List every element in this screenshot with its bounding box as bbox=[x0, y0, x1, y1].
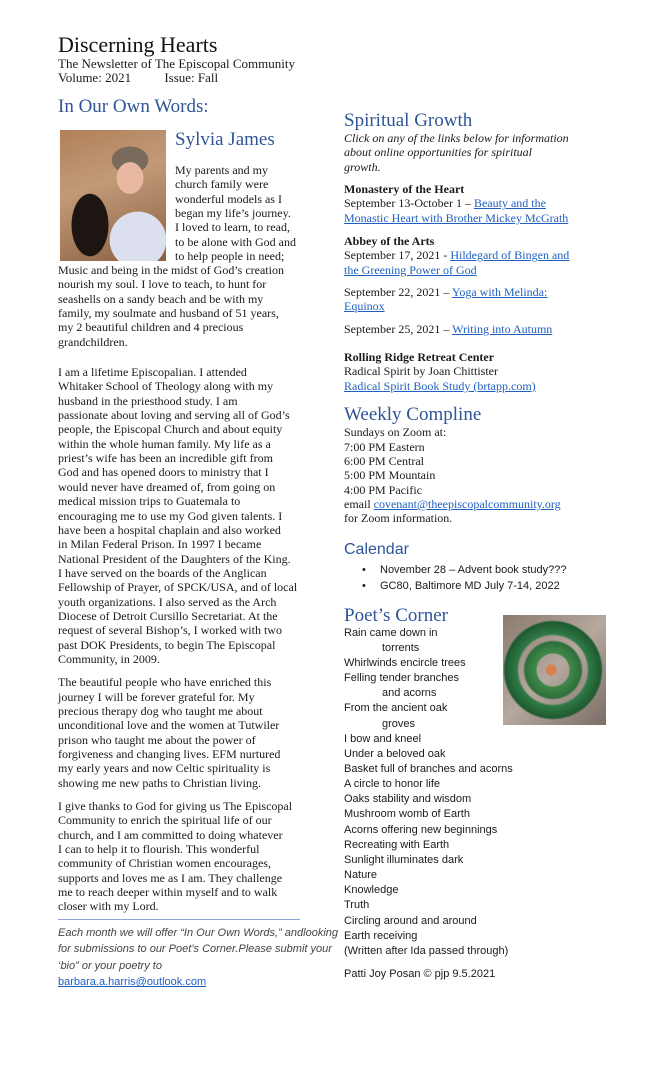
poem-line: Circling around and around bbox=[344, 914, 477, 927]
poem-line: Whirlwinds encircle trees bbox=[344, 656, 466, 669]
text-line: precious therapy dog who taught me about bbox=[58, 703, 263, 718]
section-title-spiritual-growth: Spiritual Growth bbox=[344, 110, 473, 131]
poem-line: Under a beloved oak bbox=[344, 747, 446, 760]
calendar-item: • GC80, Baltimore MD July 7-14, 2022 bbox=[344, 578, 634, 594]
poem-line: Truth bbox=[344, 899, 370, 912]
author-name: Sylvia James bbox=[175, 129, 275, 150]
org-name: Monastery of the Heart bbox=[344, 182, 465, 197]
divider bbox=[58, 919, 300, 920]
bio-paragraph-1a bbox=[175, 163, 338, 263]
text-line: within the whole human family. My life as a bbox=[58, 436, 271, 451]
text-line: 6:00 PM Central bbox=[344, 453, 424, 468]
section-title-poets-corner: Poet’s Corner bbox=[344, 604, 448, 626]
text-line: encouraging me to use my God given talents. I bbox=[58, 508, 283, 523]
text-line: family, my soulmate and husband of 51 years, bbox=[58, 306, 279, 321]
text-line: passionate about loving and serving all of God’s bbox=[58, 408, 290, 423]
author-intro-text bbox=[175, 130, 338, 263]
text-line: in Milan Federal Prison. In 1997 I became bbox=[58, 537, 262, 552]
text-line: Diocese of Detroit Cursillo Secretariat. At the bbox=[58, 608, 278, 623]
poem-line: Knowledge bbox=[344, 884, 399, 897]
text-line: have been a hospital chaplain and also worked bbox=[58, 522, 281, 537]
text-line: Sundays on Zoom at: bbox=[344, 425, 447, 440]
compline-times bbox=[344, 425, 634, 497]
bio-paragraph-1b bbox=[58, 263, 338, 349]
poem-line: I bow and kneel bbox=[344, 732, 422, 745]
poem-line: Acorns offering new beginnings bbox=[344, 823, 498, 836]
text-line: Please submit your ‘bio” or your poetry to bbox=[58, 943, 332, 972]
text-line: past DOK Presidents, to begin The Episcopal bbox=[58, 637, 276, 652]
section-title-calendar: Calendar bbox=[344, 540, 409, 558]
text-line: prison who taught me about the power of bbox=[58, 732, 256, 747]
compline-email-link[interactable]: covenant@theepiscopalcommunity.org bbox=[373, 496, 561, 511]
text-line: to help people in need; bbox=[175, 249, 285, 264]
event-link[interactable]: Radical Spirit Book Study (brtapp.com) bbox=[344, 378, 536, 393]
org-name: Abbey of the Arts bbox=[344, 234, 435, 249]
poem-line: Mushroom womb of Earth bbox=[344, 808, 470, 821]
text-line: God and has opened doors to ministry that I bbox=[58, 465, 269, 480]
text-line: 7:00 PM Eastern bbox=[344, 439, 425, 454]
abbey-block bbox=[344, 234, 634, 336]
event-date: September 13-October 1 – bbox=[344, 196, 474, 211]
footnote bbox=[58, 925, 338, 975]
text-line: church, and I am committed to doing whatever bbox=[58, 827, 283, 842]
bio-paragraph-2 bbox=[58, 365, 338, 666]
text-line: Whitaker School of Theology along with my bbox=[58, 379, 274, 394]
rolling-ridge-block bbox=[344, 350, 634, 393]
text-line: showing me new paths to Christian living. bbox=[58, 775, 261, 790]
issue: Issue: Fall bbox=[164, 70, 219, 85]
text-line: husband in the priesthood study. I am bbox=[58, 393, 238, 408]
text-line: community of Christian women encourages, bbox=[58, 856, 271, 871]
text-line: my 2 beautiful children and 4 precious bbox=[58, 320, 244, 335]
monastery-block bbox=[344, 182, 634, 225]
poem-line: Recreating with Earth bbox=[344, 838, 450, 851]
footnote-email-link[interactable]: barbara.a.harris@outlook.com bbox=[58, 976, 207, 989]
calendar-list bbox=[344, 562, 634, 594]
left-column bbox=[58, 33, 338, 991]
text-line: me to reach deeper within myself and to walk bbox=[58, 885, 278, 900]
text-line: I loved to learn, to read, bbox=[175, 220, 290, 235]
text-line: The beautiful people who have enriched this bbox=[58, 675, 272, 690]
text-line: closer with my Lord. bbox=[58, 899, 159, 914]
compline-email-line bbox=[344, 497, 634, 526]
bio-paragraph-3 bbox=[58, 675, 338, 790]
org-name: Rolling Ridge Retreat Center bbox=[344, 350, 495, 365]
text-line: I give thanks to God for giving us The Episcopal bbox=[58, 799, 293, 814]
text-line: Music and being in the midst of God’s creation bbox=[58, 263, 284, 277]
poem-line: Felling tender branches bbox=[344, 672, 459, 685]
poem-line: (Written after Ida passed through) bbox=[344, 944, 509, 957]
text-line: Click on any of the links below for information bbox=[344, 131, 569, 145]
text-line: nourish my soul. I love to teach, to hunt for bbox=[58, 277, 267, 292]
text-line: My parents and my bbox=[175, 163, 268, 177]
poem-line: Basket full of branches and acorns bbox=[344, 762, 513, 775]
event-link[interactable]: Writing into Autumn bbox=[452, 321, 553, 336]
text-line: Fellowship of Prayer, of SPCK/USA, and of local bbox=[58, 580, 298, 595]
poem-line: Rain came down in bbox=[344, 626, 438, 639]
event-date: September 22, 2021 – bbox=[344, 285, 452, 300]
text-line: wonderful models as I bbox=[175, 191, 282, 206]
text-line: I am a lifetime Episcopalian. I attended bbox=[58, 365, 247, 380]
event-date: September 17, 2021 - bbox=[344, 248, 451, 263]
text-line: growth. bbox=[344, 159, 381, 174]
text-line: I can to help it to flourish. This wonderful bbox=[58, 842, 260, 857]
section-title-weekly-compline: Weekly Compline bbox=[344, 404, 482, 426]
email-prefix: email bbox=[344, 496, 374, 511]
event-link[interactable]: Monastic Heart with Brother Mickey McGrath bbox=[344, 210, 569, 225]
text-line: priest’s wife has been an incredible gift from bbox=[58, 451, 273, 466]
text-line: seashells on a sandy beach and be with my bbox=[58, 291, 264, 306]
text-line: began my life’s journey. bbox=[175, 206, 291, 221]
poem-line: Oaks stability and wisdom bbox=[344, 793, 472, 806]
author-photo bbox=[60, 130, 166, 261]
compline-suffix: for Zoom information. bbox=[344, 511, 453, 526]
text-line: 5:00 PM Mountain bbox=[344, 468, 436, 483]
event-link[interactable]: Equinox bbox=[344, 299, 385, 314]
text-line: grandchildren. bbox=[58, 334, 128, 349]
newsletter-subtitle: The Newsletter of The Episcopal Community bbox=[58, 56, 295, 71]
org-text: Radical Spirit by Joan Chittister bbox=[344, 364, 498, 379]
poem-line: Nature bbox=[344, 869, 378, 882]
text-line: looking for submissions to our Poet’s Corner. bbox=[58, 926, 339, 956]
text-line: request of several Bishop’s, I worked with two bbox=[58, 623, 282, 638]
text-line: medical mission trips to Guatemala to bbox=[58, 494, 241, 509]
poem-line: torrents bbox=[382, 641, 420, 654]
poem-line: groves bbox=[382, 717, 416, 730]
event-link[interactable]: Hildegard of Bingen and bbox=[450, 248, 570, 263]
poem-line: A circle to honor life bbox=[344, 778, 440, 791]
text-line: journey I will be forever grateful for. My bbox=[58, 689, 255, 704]
poem-signature: Patti Joy Posan © pjp 9.5.2021 bbox=[344, 968, 496, 980]
text-line: Each month we will offer “In Our Own Words,” and bbox=[58, 926, 304, 939]
author-intro bbox=[58, 130, 338, 263]
event-link[interactable]: the Greening Power of God bbox=[344, 262, 477, 277]
text-line: to be alone with God and bbox=[175, 234, 296, 249]
text-line: I have served on the boards of the Anglican bbox=[58, 565, 267, 580]
poem-line: From the ancient oak bbox=[344, 702, 448, 715]
text-line: would never have dreamed of, from going on bbox=[58, 479, 276, 494]
text-line: my early years and now Celtic spirituality is bbox=[58, 761, 271, 776]
text-line: National President of the Daughters of the King. bbox=[58, 551, 291, 566]
text-line: forgiveness and changing lives. EFM nurtured bbox=[58, 747, 281, 761]
text-line: about online opportunities for spiritual bbox=[344, 145, 533, 160]
text-line: supports and loves me as I am. They challenge bbox=[58, 870, 283, 885]
right-column bbox=[344, 111, 634, 982]
poem-line: and acorns bbox=[382, 687, 437, 700]
newsletter-title: Discerning Hearts bbox=[58, 32, 218, 57]
volume-issue-line bbox=[58, 71, 338, 85]
spiritual-intro bbox=[344, 131, 634, 174]
section-title-in-our-own-words: In Our Own Words: bbox=[58, 96, 209, 117]
calendar-item: • November 28 – Advent book study??? bbox=[344, 562, 634, 578]
text-line: 4:00 PM Pacific bbox=[344, 482, 422, 497]
poem-line: Earth receiving bbox=[344, 929, 418, 942]
poem-line: Sunlight illuminates dark bbox=[344, 853, 464, 866]
bio-paragraph-4 bbox=[58, 799, 338, 914]
event-date: September 25, 2021 – bbox=[344, 321, 453, 336]
text-line: Community, in 2009. bbox=[58, 651, 160, 666]
text-line: people, the Episcopal Church and about equity bbox=[58, 422, 283, 437]
text-line: Community to enrich the spiritual life of our bbox=[58, 813, 272, 828]
volume: Volume: 2021 bbox=[58, 70, 132, 85]
text-line: church family were bbox=[175, 177, 269, 192]
event-link[interactable]: Yoga with Melinda: bbox=[451, 285, 548, 300]
leaf-spiral-photo bbox=[503, 615, 606, 725]
event-link[interactable]: Beauty and the bbox=[473, 196, 546, 211]
text-line: youth organizations. I also served as the Arch bbox=[58, 594, 277, 609]
text-line: unconditional love and the women at Tutwiler bbox=[58, 718, 280, 733]
